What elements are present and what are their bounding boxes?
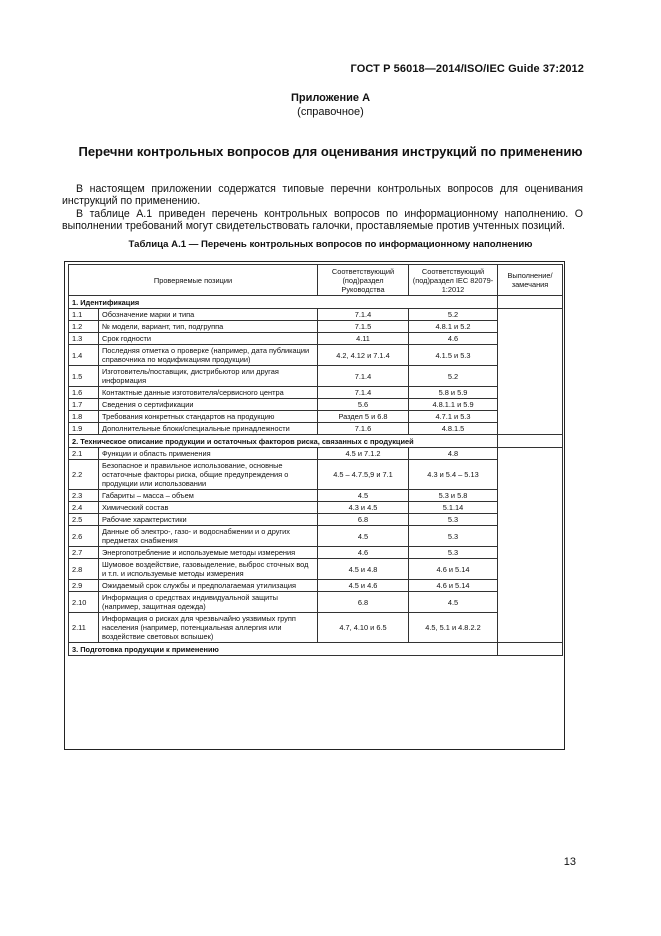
row-manual-ref: 7.1.4	[318, 366, 409, 387]
row-manual-ref: 4.11	[318, 333, 409, 345]
section-remarks-cell	[498, 296, 563, 309]
row-number: 1.8	[69, 411, 99, 423]
row-item: Сведения о сертификации	[99, 399, 318, 411]
section-remarks-cell	[498, 643, 563, 656]
table-row	[69, 411, 563, 423]
row-iec-ref: 4.7.1 и 5.3	[409, 411, 498, 423]
page-number: 13	[563, 856, 576, 868]
row-manual-ref: 4.5	[318, 490, 409, 502]
row-item: Требования конкретных стандартов на продукцию	[99, 411, 318, 423]
table-row	[69, 613, 563, 643]
row-iec-ref: 5.2	[409, 309, 498, 321]
section-row	[69, 296, 563, 309]
table-caption: Таблица А.1 — Перечень контрольных вопросов по информационному наполнению	[128, 239, 533, 250]
row-manual-ref: 7.1.6	[318, 423, 409, 435]
intro-paragraph-2-text: В таблице А.1 приведен перечень контрольных вопросов по информационному наполнению. О выполнении требований могут свидетельствовать галочки, проставляемые против учтенных позиций.	[62, 208, 583, 233]
row-number: 2.8	[69, 559, 99, 580]
row-iec-ref: 5.3	[409, 526, 498, 547]
row-item: Информация о средствах индивидуальной защиты (например, защитная одежда)	[99, 592, 318, 613]
annex-title: Приложение А	[290, 92, 371, 104]
checklist-table	[68, 264, 563, 656]
row-iec-ref: 4.8.1.1 и 5.9	[409, 399, 498, 411]
header-iec-section: Соответствующий (под)раздел IEC 82079-1:2012	[409, 265, 498, 296]
row-manual-ref: 7.1.4	[318, 309, 409, 321]
row-iec-ref: 5.1.14	[409, 502, 498, 514]
table-row	[69, 502, 563, 514]
annex-subtitle: (справочное)	[297, 106, 364, 118]
remarks-cell[interactable]	[498, 309, 563, 435]
row-iec-ref: 4.8.1.5	[409, 423, 498, 435]
row-iec-ref: 4.8	[409, 448, 498, 460]
row-number: 1.1	[69, 309, 99, 321]
row-number: 2.3	[69, 490, 99, 502]
row-manual-ref: 4.3 и 4.5	[318, 502, 409, 514]
header-remarks: Выполнение/ замечания	[498, 265, 563, 296]
row-item: Безопасное и правильное использование, основные остаточные факторы риска, общие предупреждения о продукции или использовании	[99, 460, 318, 490]
table-row	[69, 526, 563, 547]
row-item: Габариты – масса – объем	[99, 490, 318, 502]
row-item: Химический состав	[99, 502, 318, 514]
row-iec-ref: 4.6 и 5.14	[409, 559, 498, 580]
table-row	[69, 423, 563, 435]
row-item: Данные об электро-, газо- и водоснабжении и о других предметах снабжения	[99, 526, 318, 547]
row-item: Информация о рисках для чрезвычайно уязвимых групп населения (например, потенциальная аллергия или воздействие световых вспышек)	[99, 613, 318, 643]
row-number: 2.4	[69, 502, 99, 514]
row-item: № модели, вариант, тип, подгруппа	[99, 321, 318, 333]
row-manual-ref: 4.5 и 4.6	[318, 580, 409, 592]
table-row	[69, 460, 563, 490]
row-iec-ref: 4.3 и 5.4 – 5.13	[409, 460, 498, 490]
row-item: Функции и область применения	[99, 448, 318, 460]
section-title: 1. Идентификация	[69, 296, 498, 309]
table-row	[69, 345, 563, 366]
row-item: Ожидаемый срок службы и предполагаемая утилизация	[99, 580, 318, 592]
row-iec-ref: 5.3	[409, 514, 498, 526]
intro-paragraph-2	[62, 208, 583, 232]
table-row	[69, 559, 563, 580]
row-manual-ref: 5.6	[318, 399, 409, 411]
row-number: 1.3	[69, 333, 99, 345]
row-number: 2.10	[69, 592, 99, 613]
row-number: 2.9	[69, 580, 99, 592]
table-row	[69, 448, 563, 460]
row-number: 2.2	[69, 460, 99, 490]
section-title: 2. Техническое описание продукции и остаточных факторов риска, связанных с продукцией	[69, 435, 498, 448]
row-manual-ref: 6.8	[318, 592, 409, 613]
row-number: 1.9	[69, 423, 99, 435]
row-manual-ref: 4.5 и 4.8	[318, 559, 409, 580]
row-iec-ref: 4.5, 5.1 и 4.8.2.2	[409, 613, 498, 643]
row-manual-ref: 4.6	[318, 547, 409, 559]
table-row	[69, 490, 563, 502]
row-item: Срок годности	[99, 333, 318, 345]
row-manual-ref: 4.2, 4.12 и 7.1.4	[318, 345, 409, 366]
page-title: Перечни контрольных вопросов для оценивания инструкций по применению	[78, 144, 583, 159]
row-iec-ref: 4.6	[409, 333, 498, 345]
row-number: 1.7	[69, 399, 99, 411]
row-iec-ref: 4.8.1 и 5.2	[409, 321, 498, 333]
row-iec-ref: 4.6 и 5.14	[409, 580, 498, 592]
section-remarks-cell	[498, 435, 563, 448]
row-manual-ref: 7.1.5	[318, 321, 409, 333]
row-item: Контактные данные изготовителя/сервисного центра	[99, 387, 318, 399]
section-row	[69, 435, 563, 448]
row-item: Шумовое воздействие, газовыделение, выброс сточных вод и т.п. и используемые методы измерения	[99, 559, 318, 580]
table-row	[69, 309, 563, 321]
row-number: 2.11	[69, 613, 99, 643]
row-iec-ref: 5.3 и 5.8	[409, 490, 498, 502]
row-number: 1.2	[69, 321, 99, 333]
table-row	[69, 592, 563, 613]
row-manual-ref: 4.7, 4.10 и 6.5	[318, 613, 409, 643]
table-header-row	[69, 265, 563, 296]
row-item: Обозначение марки и типа	[99, 309, 318, 321]
row-manual-ref: 4.5 – 4.7.5,9 и 7.1	[318, 460, 409, 490]
row-iec-ref: 4.1.5 и 5.3	[409, 345, 498, 366]
row-item: Рабочие характеристики	[99, 514, 318, 526]
row-number: 2.6	[69, 526, 99, 547]
row-number: 2.7	[69, 547, 99, 559]
table-row	[69, 366, 563, 387]
remarks-cell[interactable]	[498, 448, 563, 643]
section-row	[69, 643, 563, 656]
table-body	[69, 296, 563, 656]
standard-code: ГОСТ Р 56018—2014/ISO/IEC Guide 37:2012	[350, 63, 584, 75]
table-row	[69, 333, 563, 345]
row-item: Последняя отметка о проверке (например, дата публикации справочника по модификациям продукции)	[99, 345, 318, 366]
row-iec-ref: 5.3	[409, 547, 498, 559]
row-number: 1.4	[69, 345, 99, 366]
table-row	[69, 580, 563, 592]
row-item: Изготовитель/поставщик, дистрибьютор или другая информация	[99, 366, 318, 387]
row-manual-ref: 6.8	[318, 514, 409, 526]
intro-paragraph-1-text: В настоящем приложении содержатся типовые перечни контрольных вопросов для оценивания инструкций по применению.	[62, 183, 583, 208]
section-title: 3. Подготовка продукции к применению	[69, 643, 498, 656]
row-manual-ref: Раздел 5 и 6.8	[318, 411, 409, 423]
row-number: 2.5	[69, 514, 99, 526]
table-row	[69, 399, 563, 411]
header-manual-section: Соответствующий (под)раздел Руководства	[318, 265, 409, 296]
row-number: 1.6	[69, 387, 99, 399]
row-manual-ref: 4.5 и 7.1.2	[318, 448, 409, 460]
row-iec-ref: 5.2	[409, 366, 498, 387]
row-item: Энергопотребление и используемые методы измерения	[99, 547, 318, 559]
row-item: Дополнительные блоки/специальные принадлежности	[99, 423, 318, 435]
row-number: 1.5	[69, 366, 99, 387]
header-position: Проверяемые позиции	[69, 265, 318, 296]
row-iec-ref: 4.5	[409, 592, 498, 613]
row-number: 2.1	[69, 448, 99, 460]
row-manual-ref: 4.5	[318, 526, 409, 547]
row-manual-ref: 7.1.4	[318, 387, 409, 399]
table-row	[69, 321, 563, 333]
row-iec-ref: 5.8 и 5.9	[409, 387, 498, 399]
table-row	[69, 547, 563, 559]
table-row	[69, 387, 563, 399]
table-row	[69, 514, 563, 526]
intro-paragraph-1	[62, 183, 583, 207]
